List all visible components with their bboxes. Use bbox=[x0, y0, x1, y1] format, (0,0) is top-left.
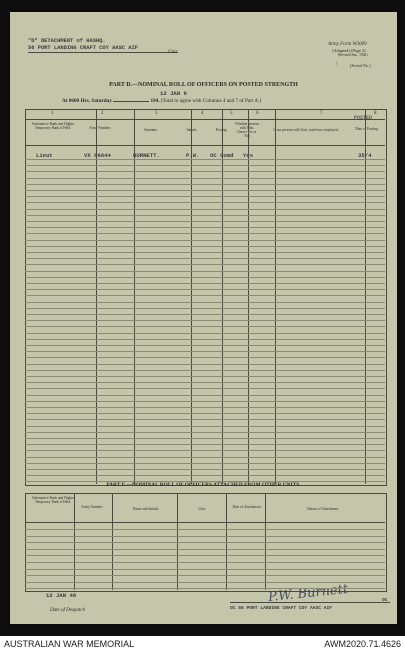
part-d-ruled-row bbox=[25, 320, 385, 321]
part-d-ruled-row bbox=[25, 413, 385, 414]
part-d-ruled-row bbox=[25, 159, 385, 160]
army-form-page bbox=[10, 12, 397, 624]
part-d-ruled-row bbox=[25, 419, 385, 420]
unit-line-1: "D" DETACHMENT of HASHQ. bbox=[28, 38, 106, 44]
sign-suffix: OC bbox=[382, 598, 388, 603]
part-d-ruled-row bbox=[25, 463, 385, 464]
column-number-row bbox=[25, 111, 385, 119]
part-e-ruled-row bbox=[25, 549, 385, 550]
part-d-ruled-row bbox=[25, 190, 385, 191]
header-surname: Surname. bbox=[144, 128, 158, 132]
col-num-4: 4 bbox=[201, 111, 204, 116]
e-header-date-attachment: Date of Attachment. bbox=[232, 505, 262, 509]
part-d-ruled-row bbox=[25, 475, 385, 476]
e-header-nature: Nature of Attachment. bbox=[306, 507, 340, 511]
part-e-ruled-row bbox=[25, 575, 385, 576]
part-d-ruled-row bbox=[25, 308, 385, 309]
part-d-ruled-row bbox=[25, 326, 385, 327]
col-num-3: 3 bbox=[155, 111, 158, 116]
row-1-surname: BURNETT. bbox=[133, 152, 160, 159]
part-d-ruled-row bbox=[25, 202, 385, 203]
row-1-date: 35/4 bbox=[358, 152, 372, 159]
part-e-ruled-row bbox=[25, 562, 385, 563]
col-num-7: 7 bbox=[320, 111, 323, 116]
part-d-ruled-row bbox=[25, 171, 385, 172]
part-d-ruled-row bbox=[25, 240, 385, 241]
part-d-ruled-row bbox=[25, 264, 385, 265]
part-d-ruled-row bbox=[25, 432, 385, 433]
part-e-ruled-row bbox=[25, 542, 385, 543]
form-name: Army Form W3009 bbox=[328, 42, 367, 47]
row-1-army-number: VX 86044 bbox=[84, 152, 111, 159]
row-1-present: Yes bbox=[243, 152, 254, 159]
part-d-ruled-row bbox=[25, 258, 385, 259]
part-d-ruled-row bbox=[25, 364, 385, 365]
unit-stamp: OC 56 PORT LANDING CRAFT COY AASC AIF bbox=[230, 606, 332, 611]
part-d-ruled-row bbox=[25, 209, 385, 210]
part-e-ruled-row bbox=[25, 529, 385, 530]
part-d-ruled-row bbox=[25, 370, 385, 371]
part-d-ruled-row bbox=[25, 271, 385, 272]
e-header-unit: Unit. bbox=[198, 507, 206, 511]
despatch-date: 12 JAN 46 bbox=[46, 592, 77, 599]
signature-line bbox=[230, 602, 390, 603]
part-d-subtitle bbox=[62, 98, 261, 104]
part-e-title: PART E.—NOMINAL ROLL OF OFFICERS ATTACHED FROM OTHER UNITS. bbox=[106, 482, 301, 488]
part-e-ruled-row bbox=[25, 569, 385, 570]
part-d-ruled-row bbox=[25, 184, 385, 185]
form-sub2: (Revised Jan., 1942) bbox=[338, 53, 368, 57]
col-num-2: 2 bbox=[101, 111, 104, 116]
part-d-ruled-row bbox=[25, 283, 385, 284]
serial-prefix: / bbox=[336, 62, 338, 67]
part-d-ruled-row bbox=[25, 388, 385, 389]
part-d-ruled-row bbox=[25, 376, 385, 377]
e-header-army-number: Army Number. bbox=[81, 505, 103, 509]
part-d-ruled-row bbox=[25, 196, 385, 197]
subtitle-b: 194. bbox=[150, 98, 160, 104]
part-d-ruled-row bbox=[25, 444, 385, 445]
header-date-posting: Date of Posting. bbox=[355, 127, 379, 131]
part-d-ruled-row bbox=[25, 314, 385, 315]
part-d-ruled-row bbox=[25, 302, 385, 303]
part-d-ruled-row bbox=[25, 333, 385, 334]
subtitle-c: (Total to agree with Columns 4 and 7 of Part A.) bbox=[160, 98, 262, 104]
part-d-ruled-row bbox=[25, 438, 385, 439]
part-d-ruled-row bbox=[25, 178, 385, 179]
part-d-header-bottom-line bbox=[25, 145, 385, 146]
part-d-number-row-line bbox=[25, 119, 385, 120]
row-1-posting: OC Comd bbox=[210, 152, 234, 159]
part-d-ruled-row bbox=[25, 407, 385, 408]
col-num-5: 5 bbox=[230, 111, 233, 116]
part-d-ruled-row bbox=[25, 277, 385, 278]
signature: P.W. Burnett bbox=[267, 581, 349, 606]
caption-bar bbox=[0, 636, 405, 653]
part-d-ruled-row bbox=[25, 295, 385, 296]
col8-posted-stamp: POSTED bbox=[354, 115, 373, 121]
serial-label: (Serial No.) bbox=[350, 63, 371, 68]
col-num-8: 8 bbox=[374, 111, 377, 116]
row-1-rank: Lieut bbox=[36, 152, 53, 159]
part-e-ruled-row bbox=[25, 588, 385, 589]
part-d-ruled-row bbox=[25, 215, 385, 216]
unit-label: Unit bbox=[168, 50, 177, 55]
unit-line-2: 56 PORT LANDING CRAFT COY AASC AIF bbox=[28, 45, 138, 51]
caption-right: AWM2020.71.4626 bbox=[324, 639, 401, 649]
part-e-ruled-row bbox=[25, 555, 385, 556]
part-e-ruled-row bbox=[25, 536, 385, 537]
part-e-ruled-row bbox=[25, 582, 385, 583]
part-d-ruled-row bbox=[25, 401, 385, 402]
part-d-ruled-row bbox=[25, 252, 385, 253]
header-present: Whether present with Unit. (Insert Yes or No) bbox=[235, 122, 259, 138]
part-d-ruled-row bbox=[25, 457, 385, 458]
header-employed: If not present with Unit, state how employed. bbox=[273, 128, 339, 132]
part-d-ruled-row bbox=[25, 246, 385, 247]
form-sub: (Adapted) (Page 2) bbox=[332, 48, 366, 53]
part-e-header-bottom-line bbox=[25, 522, 385, 523]
part-d-ruled-row bbox=[25, 351, 385, 352]
col-num-6: 6 bbox=[256, 111, 259, 116]
part-d-ruled-row bbox=[25, 221, 385, 222]
header-rank: Substantive Rank and Higher Temporary Rank if Held. bbox=[31, 122, 75, 130]
part-d-ruled-row bbox=[25, 357, 385, 358]
part-d-ruled-row bbox=[25, 289, 385, 290]
despatch-label: Date of Despatch bbox=[50, 608, 85, 613]
header-initials: Initials. bbox=[186, 128, 198, 132]
caption-left: AUSTRALIAN WAR MEMORIAL bbox=[4, 639, 135, 649]
part-d-ruled-row bbox=[25, 450, 385, 451]
subtitle-a: At 0600 Hrs. Saturday bbox=[62, 98, 112, 104]
part-d-ruled-row bbox=[25, 339, 385, 340]
part-d-ruled-row bbox=[25, 227, 385, 228]
part-d-ruled-row bbox=[25, 165, 385, 166]
header-army-number: Army Number. bbox=[89, 126, 111, 130]
unit-underline bbox=[28, 52, 178, 53]
part-d-ruled-row bbox=[25, 469, 385, 470]
part-d-title: PART D.—NOMINAL ROLL OF OFFICERS ON POSTED STRENGTH bbox=[109, 82, 298, 88]
e-header-rank: Substantive Rank and Higher Temporary Rank if Held. bbox=[31, 496, 75, 504]
e-header-name: Name and Initials. bbox=[132, 507, 160, 511]
part-d-ruled-row bbox=[25, 481, 385, 482]
col-num-1: 1 bbox=[51, 111, 54, 116]
part-d-ruled-row bbox=[25, 395, 385, 396]
part-d-ruled-row bbox=[25, 345, 385, 346]
part-d-ruled-row bbox=[25, 426, 385, 427]
part-d-date-stamp: 12 JAN 6 bbox=[160, 90, 187, 97]
header-posting: Posting. bbox=[215, 128, 228, 132]
row-1-initials: P.W. bbox=[186, 152, 200, 159]
part-d-ruled-row bbox=[25, 382, 385, 383]
part-d-ruled-row bbox=[25, 233, 385, 234]
